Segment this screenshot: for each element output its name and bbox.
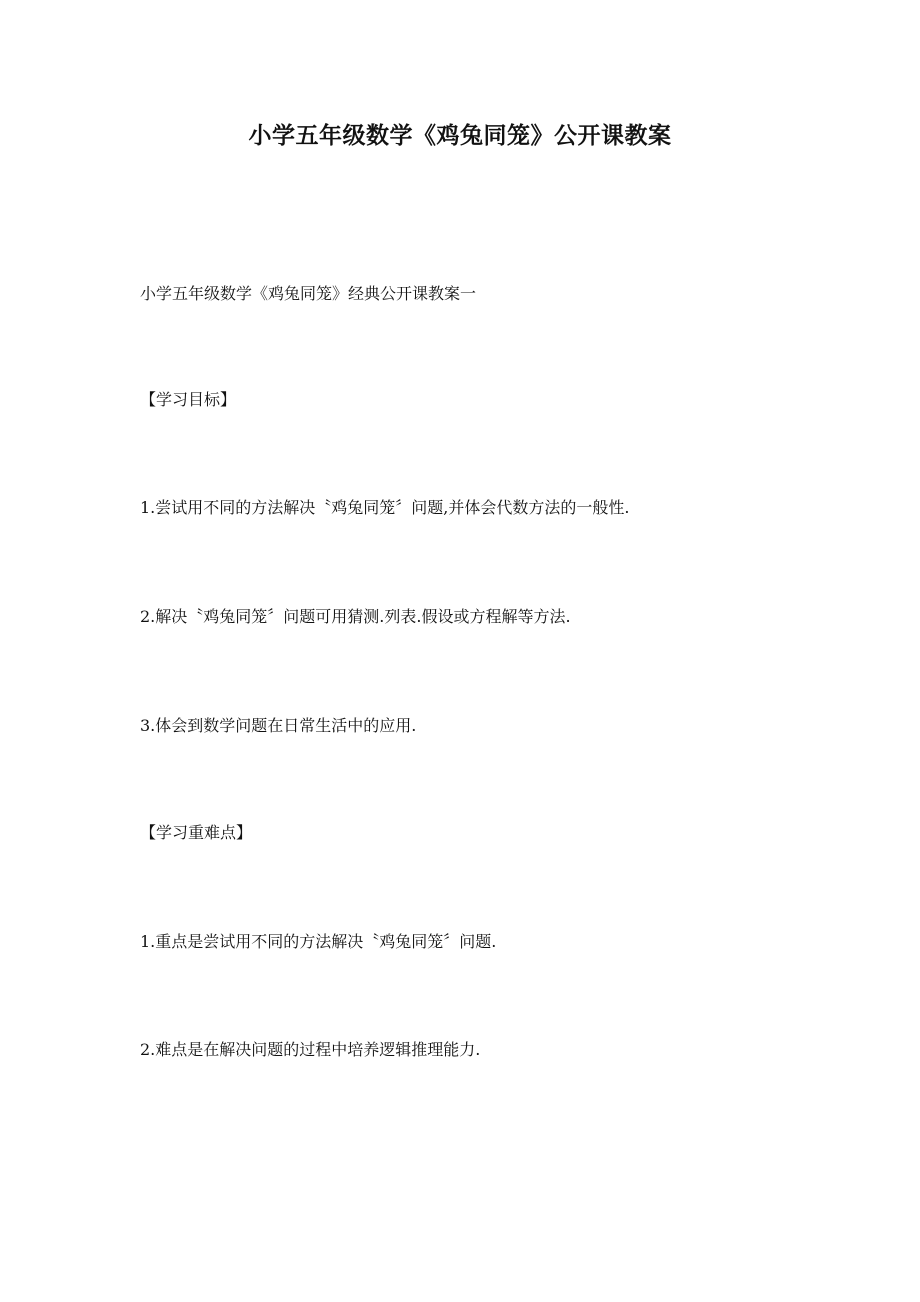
goal-item-2: 2.解决〝鸡兔同笼〞问题可用猜测.列表.假设或方程解等方法. — [140, 607, 571, 626]
key-point-item-1: 1.重点是尝试用不同的方法解决〝鸡兔同笼〞问题. — [140, 932, 497, 951]
section-heading-key-points: 【学习重难点】 — [140, 823, 253, 842]
document-title: 小学五年级数学《鸡兔同笼》公开课教案 — [248, 123, 672, 149]
key-point-item-2: 2.难点是在解决问题的过程中培养逻辑推理能力. — [140, 1040, 481, 1059]
goal-item-3: 3.体会到数学问题在日常生活中的应用. — [140, 716, 417, 735]
section-heading-goals: 【学习目标】 — [140, 390, 237, 409]
document-subtitle: 小学五年级数学《鸡兔同笼》经典公开课教案一 — [140, 284, 477, 303]
goal-item-1: 1.尝试用不同的方法解决〝鸡兔同笼〞问题,并体会代数方法的一般性. — [140, 498, 630, 517]
